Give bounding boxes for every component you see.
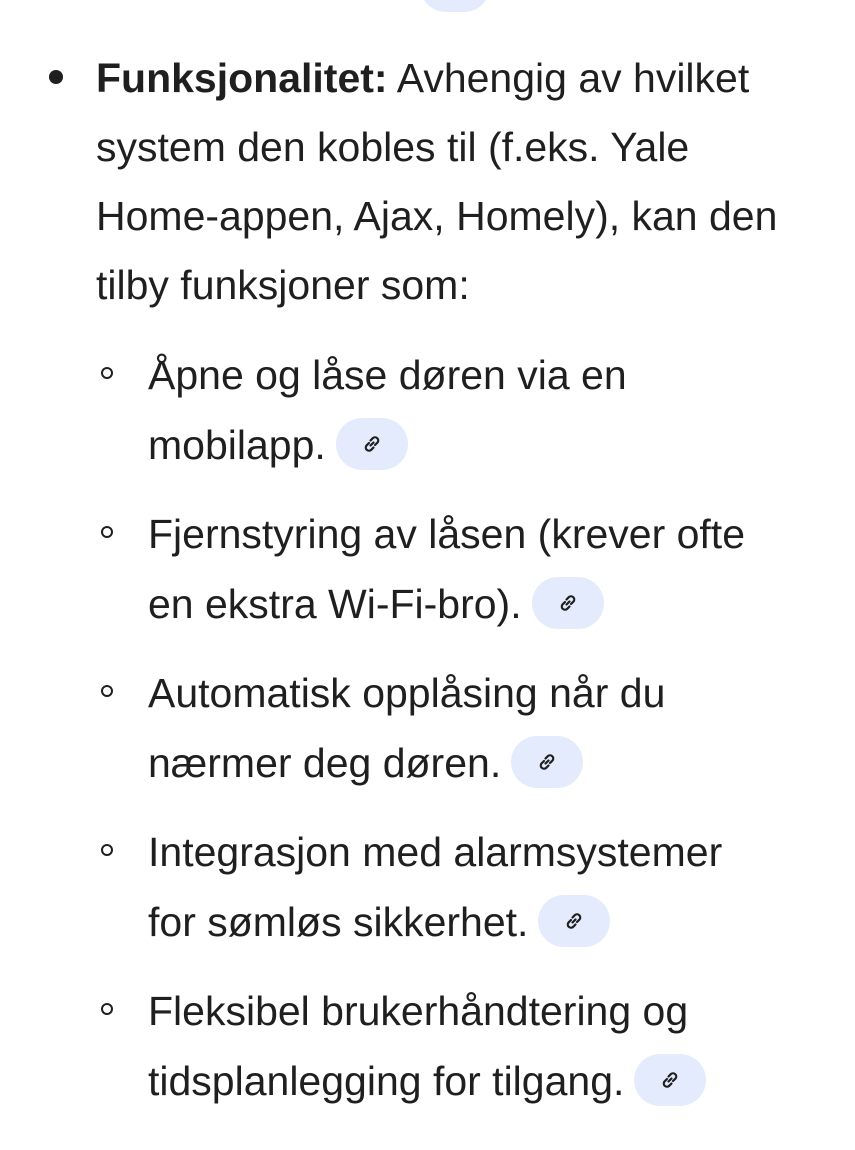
bullet-circle-icon [101, 685, 113, 697]
link-icon [360, 432, 384, 456]
item-text: en ekstra Wi-Fi-bro). [148, 581, 522, 627]
item-text: for sømløs sikkerhet. [148, 899, 529, 945]
bullet-circle-icon [101, 1003, 113, 1015]
item-text: Integrasjon med alarmsystemer [148, 829, 723, 875]
item-text: Fjernstyring av låsen (krever ofte [148, 511, 746, 557]
list-item [0, 340, 855, 480]
item-text: Åpne og låse døren via en [148, 352, 627, 398]
sub-feature-list [96, 340, 855, 1116]
item-text: Home-appen, Ajax, Homely), kan den [96, 193, 778, 239]
item-text: mobilapp. [148, 422, 326, 468]
item-text: tilby funksjoner som: [96, 262, 470, 308]
link-icon [658, 1068, 682, 1092]
list-item [0, 499, 855, 639]
link-icon [535, 750, 559, 774]
list-item-funksjonalitet [0, 44, 855, 1116]
item-text: Avhengig av hvilket [387, 55, 750, 101]
bullet-circle-icon [101, 844, 113, 856]
item-text: system den kobles til (f.eks. Yale [96, 124, 690, 170]
bullet-dot-icon [49, 70, 63, 84]
link-icon [562, 909, 586, 933]
list-item [0, 817, 855, 957]
source-link-chip[interactable] [532, 577, 604, 629]
source-link-chip[interactable] [511, 736, 583, 788]
item-text: Automatisk opplåsing når du [148, 670, 666, 716]
source-link-chip[interactable] [538, 895, 610, 947]
source-link-chip[interactable] [634, 1054, 706, 1106]
bullet-circle-icon [101, 526, 113, 538]
link-icon [556, 591, 580, 615]
source-link-chip[interactable] [336, 418, 408, 470]
item-text: tidsplanlegging for tilgang. [148, 1058, 625, 1104]
item-text: Fleksibel brukerhåndtering og [148, 988, 689, 1034]
feature-list [0, 44, 855, 1135]
list-item [0, 658, 855, 798]
source-link-chip-partial[interactable] [420, 0, 490, 12]
item-text: nærmer deg døren. [148, 740, 502, 786]
list-item [0, 976, 855, 1116]
bullet-circle-icon [101, 367, 113, 379]
item-label: Funksjonalitet: [96, 55, 388, 101]
